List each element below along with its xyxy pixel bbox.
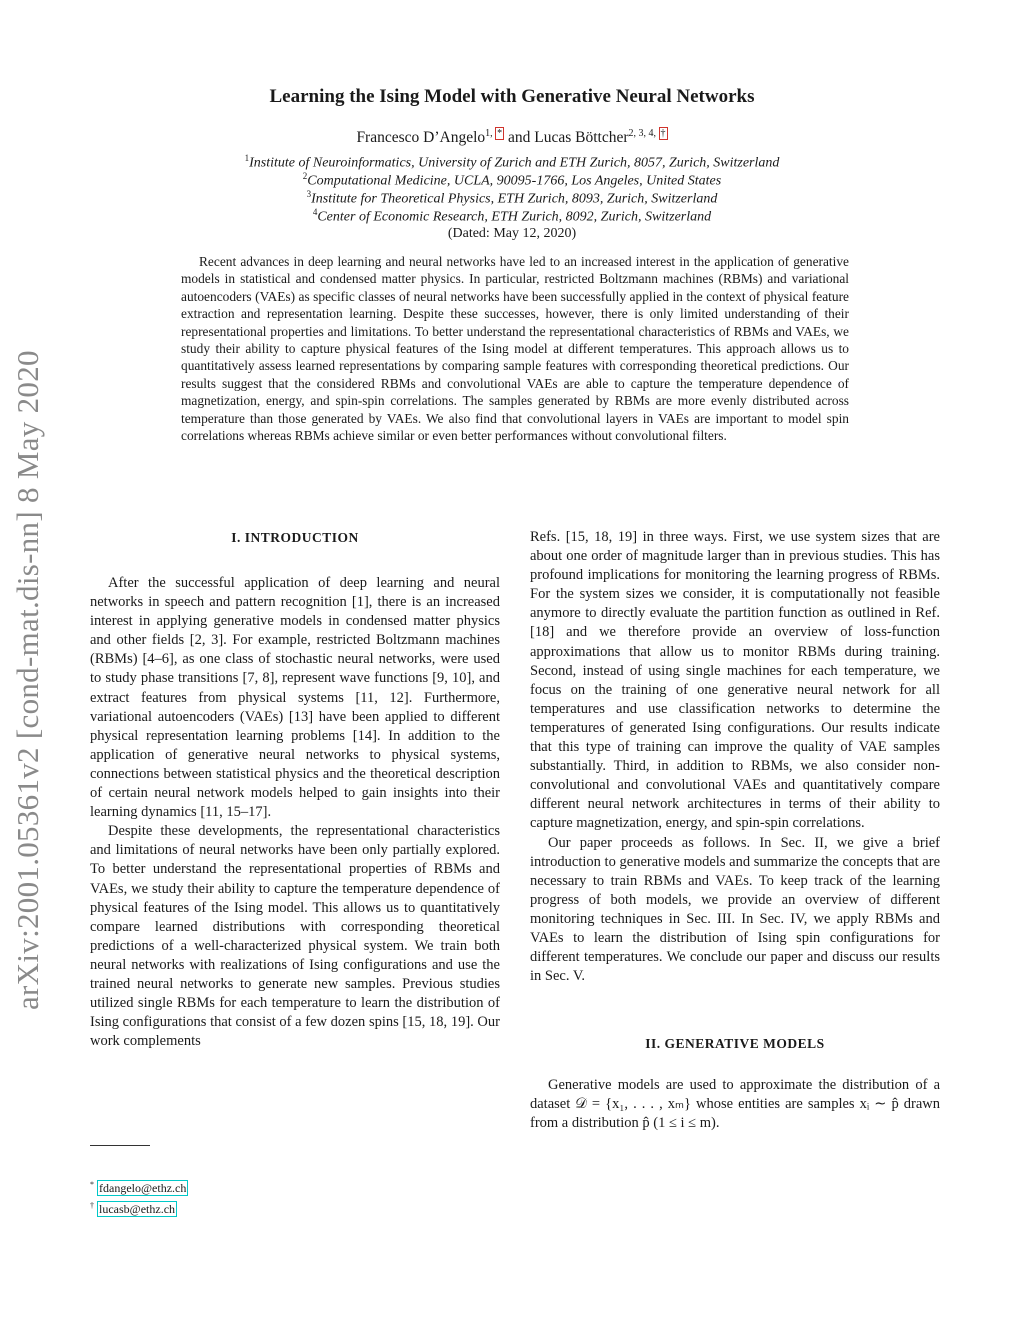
- email-link[interactable]: lucasb@ethz.ch: [99, 1202, 176, 1216]
- date-line: (Dated: May 12, 2020): [447, 226, 577, 241]
- affiliation: $^4$Center of Economic Research, ETH Zurich, 8092, Zurich, Switzerland: [312, 207, 712, 225]
- affiliation: $^2$Computational Medicine, UCLA, 90095-1766, Los Angeles, United States: [302, 171, 722, 189]
- footnote-link[interactable]: †: [660, 128, 666, 139]
- abstract: Recent advances in deep learning and neural networks have led to an increased interest in the application of generative models in statistical and condensed matter physics. In particular, restricted Boltzmann machines (RBMs) and variational autoencoders (VAEs) as specific classes of neural networks have been successfully applied in the context of physical feature extraction and representation learning. Despite these successes, however, there is only limited understanding of their representational properties and limitations. To better understand the representational characteristics of RBMs and VAEs, we study their ability to capture physical features of the Ising model at different temperatures. This approach allows us to quantitatively assess learned representations by comparing sample features with corresponding theoretical predictions. Our results suggest that the considered RBMs and convolutional VAEs are able to capture the temperature dependence of magnetization, energy, and spin-spin correlations. The samples generated by RBMs are more evenly distributed across temperature than those generated by VAEs. We also find that convolutional layers in VAEs are important to model spin correlations whereas RBMs achieve similar or even better performances without convolutional filters.: [181, 254, 849, 444]
- paragraph: Despite these developments, the representational characteristics and limitations of neural networks have been only partially explored. To better understand the representational properties of RBMs and VAEs, we study their ability to capture the temperature dependence of physical features of the Ising model. This allows us to quantitatively compare learned distributions with corresponding theoretical predictions of a well-characterized physical system. We train both neural networks with realizations of Ising configurations and use the trained neural networks to generate new samples. Previous studies utilized single RBMs for each temperature to learn the distribution of Ising configurations that consist of a few dozen spins [15, 18, 19]. Our work complements: [90, 823, 500, 1050]
- paragraph: After the successful application of deep learning and neural networks in speech and pattern recognition [1], there is an increased interest in applying generative models in condensed matter physics and other fields [2, 3]. For example, restricted Boltzmann machines (RBMs) [4–6], as one class of stochastic neural networks, were used to study phase transitions [7, 8], represent wave functions [9, 10], and extract features from physical systems [11, 12]. Furthermore, variational autoencoders (VAEs) [13] have been applied to different physical representation learning problems [14]. In addition to the application of generative neural networks to physical systems, connections between statistical physics and the theoretical description of certain neural network models helped to gain insights into their learning dynamics [11, 15–17].: [90, 575, 500, 821]
- footnote-divider: [90, 1145, 150, 1146]
- section-heading-generative-models: II. GENERATIVE MODELS: [645, 1036, 825, 1052]
- paper-title: Learning the Ising Model with Generative Neural Networks: [269, 86, 755, 107]
- footnote-link[interactable]: *: [497, 128, 503, 139]
- affiliation-marker: 1, *: [485, 128, 503, 139]
- paragraph: Our paper proceeds as follows. In Sec. II, we give a brief introduction to generative models and summarize the concepts that are necessary to train RBMs and VAEs. To keep track of the learning progress of both models, we provide an overview of different monitoring techniques in Sec. III. In Sec. IV, we apply RBMs and VAEs to learn the distribution of Ising spin configurations for different temperatures. We conclude our paper and discuss our results in Sec. V.: [530, 834, 940, 985]
- affiliation: $^3$Institute for Theoretical Physics, ETH Zurich, 8093, Zurich, Switzerland: [306, 189, 718, 207]
- left-column: [90, 528, 500, 1051]
- footnote: * fdangelo@ethz.ch: [90, 1180, 187, 1195]
- footnote: † lucasb@ethz.ch: [90, 1201, 176, 1216]
- paragraph: Generative models are used to approximate the distribution of a dataset 𝒟 = {x₁, . . . , xₘ} whose entities are samples xᵢ ∼ p̂ drawn from a distribution p̂ (1 ≤ i ≤ m).: [530, 1077, 940, 1132]
- paragraph: Refs. [15, 18, 19] in three ways. First, we use system sizes that are about one order of magnitude larger than in previous studies. This has profound implications for monitoring the learning progress of RBMs. For the system sizes we consider, it is computationally not feasible anymore to directly evaluate the partition function as outlined in Ref. [18] and we therefore provide an overview of loss-function approximations that allow us to monitor RBMs during training. Second, instead of using single machines for each temperature, we focus on the training of one generative neural network for all temperatures and use classification networks to determine the temperatures of generated Ising configurations. Our results indicate that this type of training can improve the quality of VAE samples substantially. Third, in addition to RBMs, we also consider non-convolutional and convolutional VAEs and quantitatively compare different neural network architectures in terms of their ability to capture magnetization, energy, and spin-spin correlations.: [530, 529, 940, 832]
- section-heading-introduction: I. INTRODUCTION: [231, 530, 359, 545]
- affiliation: $^1$Institute of Neuroinformatics, University of Zurich and ETH Zurich, 8057, Zurich, Switzerland: [244, 153, 780, 171]
- author-line: [0, 128, 1024, 147]
- footnotes: [90, 1176, 390, 1218]
- arxiv-identifier: arXiv:2001.05361v2 [cond-mat.dis-nn] 8 May 2020: [10, 350, 45, 1010]
- author-name: Lucas Böttcher: [534, 129, 629, 147]
- author-conjunction: and: [504, 129, 535, 147]
- affiliation-marker: 2, 3, 4, †: [628, 128, 666, 139]
- email-link[interactable]: fdangelo@ethz.ch: [99, 1181, 187, 1195]
- author-name: Francesco D’Angelo: [356, 129, 486, 147]
- right-column: [530, 528, 940, 1134]
